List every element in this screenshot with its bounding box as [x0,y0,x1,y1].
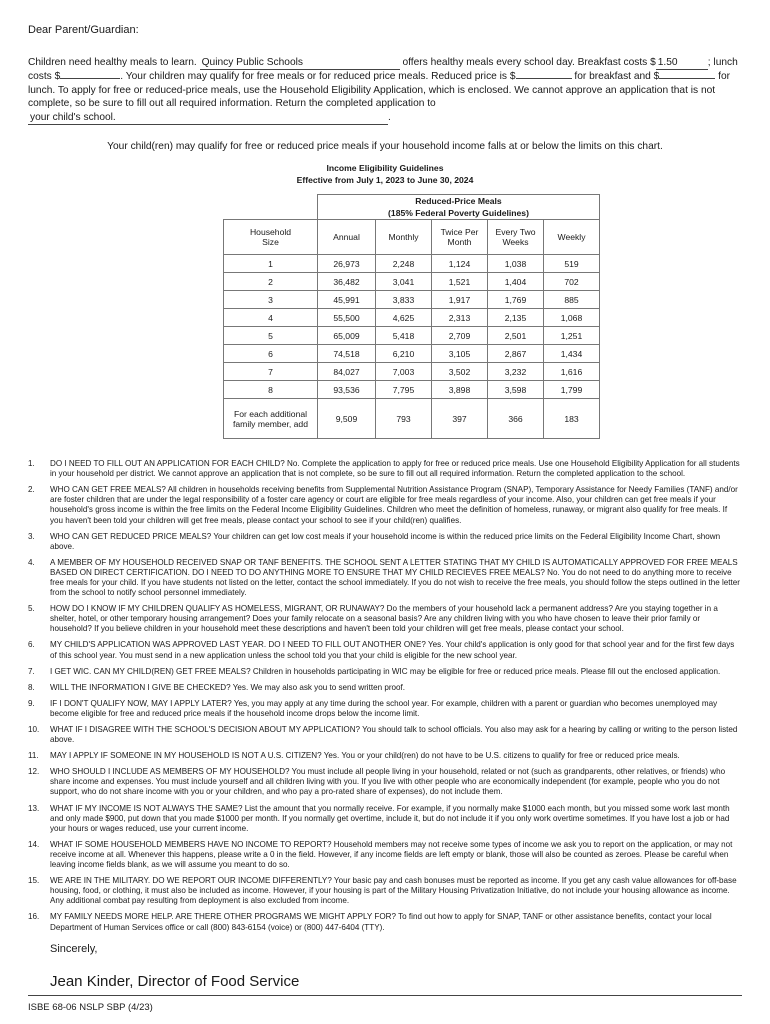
faq-item [28,485,742,525]
income-cell: 7,003 [376,363,432,381]
income-cell: 1,404 [488,273,544,291]
faq-text: WILL THE INFORMATION I GIVE BE CHECKED? Yes. We may also ask you to send written proof. [50,682,406,692]
household-size-cell: 4 [224,309,318,327]
col-header-household: Household Size [224,220,318,255]
table-row [224,381,600,399]
table-row [224,255,600,273]
income-cell: 4,625 [376,309,432,327]
closing: Sincerely, [50,942,98,955]
faq-item [28,604,742,634]
faq-item [28,840,742,870]
faq-number: 6. [28,640,35,650]
footer-form-id: ISBE 68-06 NSLP SBP (4/23) [28,995,742,1013]
intro-text-3: ; lunch costs $ [28,57,738,83]
income-cell: 2,501 [488,327,544,345]
income-cell: 93,536 [318,381,376,399]
faq-item [28,558,742,598]
lunch-cost-field[interactable] [60,78,120,79]
signature: Jean Kinder, Director of Food Service [50,972,300,990]
faq-item [28,751,742,761]
faq-number: 2. [28,485,35,495]
table-subtitle: Effective from July 1, 2023 to June 30, 2024 [296,175,474,186]
faq-number: 11. [28,751,39,761]
income-cell: 5,418 [376,327,432,345]
income-cell: 1,616 [544,363,600,381]
intro-text-5: for breakfast and $ [574,71,660,83]
income-cell: 2,313 [432,309,488,327]
income-cell: 74,518 [318,345,376,363]
faq-item [28,699,742,719]
col-header: Every Two Weeks [488,220,544,255]
faq-text: A MEMBER OF MY HOUSEHOLD RECEIVED SNAP OR TANF BENEFITS. THE SCHOOL SENT A LETTER STATING THAT MY CHILD IS AUTOMATICALLY APPROVED FOR FREE MEALS BASED ON DIRECT CERTIFICATION. DO I NEED TO DO ANYTHING MORE TO ENSURE THAT MY CHILD RECIEVES FREE MEALS? No. You do not need to do anything more to receive free meals for your child. If you have students not listed on the letter, contact the school immediately. If you do not wish to receive the free meals, you should follow the steps outlined in the letter from the school to notify school personnel immediately. [50,557,740,598]
faq-number: 5. [28,604,35,614]
faq-item [28,767,742,797]
income-cell: 1,251 [544,327,600,345]
income-eligibility-table [223,194,600,439]
group-header [318,195,600,220]
chart-note: Your child(ren) may qualify for free or reduced price meals if your household income falls at or below the limits on this chart. [107,141,663,153]
income-cell: 3,232 [488,363,544,381]
faq-item [28,804,742,834]
reduced-breakfast-field[interactable] [516,78,572,79]
table-title-block [28,162,742,186]
income-cell: 3,105 [432,345,488,363]
table-row [224,291,600,309]
faq-text: WHAT IF SOME HOUSEHOLD MEMBERS HAVE NO INCOME TO REPORT? Household members may not receive some types of income we ask you to report on the application, or may not receive income at all. Whenever this happens, please write a 0 in the field. However, if any income fields are left empty or blank, those will also be counted as zeroes. Please be careful when leaving income fields blank, as we will assume you meant to do so. [50,839,733,870]
faq-item [28,725,742,745]
intro-paragraph [28,56,742,125]
table-row [224,273,600,291]
income-cell: 2,248 [376,255,432,273]
faq-text: MY FAMILY NEEDS MORE HELP. ARE THERE OTHER PROGRAMS WE MIGHT APPLY FOR? To find out how to apply for SNAP, TANF or other assistance benefits, contact your local Department of Human Services office or call (800) 843-6154 (voice) or (800) 447-6404 (TTY). [50,912,712,932]
faq-list [28,459,742,933]
income-cell: 366 [488,399,544,439]
income-cell: 1,434 [544,345,600,363]
household-size-cell: 3 [224,291,318,309]
income-cell: 26,973 [318,255,376,273]
faq-item [28,683,742,693]
faq-item [28,532,742,552]
faq-text: DO I NEED TO FILL OUT AN APPLICATION FOR EACH CHILD? No. Complete the application to apply for free or reduced price meals. Use one Household Eligibility Application for all students in your household per district. We cannot approve an application that is not complete, so be sure to fill out all required information. Return the completed application to the school. [50,459,740,479]
faq-number: 4. [28,557,35,567]
faq-number: 15. [28,876,40,886]
faq-text: MAY I APPLY IF SOMEONE IN MY HOUSEHOLD IS NOT A U.S. CITIZEN? Yes. You or your child(ren) do not have to be U.S. citizens to qualify for free or reduced price meals. [50,751,680,761]
faq-number: 9. [28,698,35,708]
faq-number: 14. [28,839,40,849]
income-cell: 885 [544,291,600,309]
table-row [224,327,600,345]
income-cell: 3,041 [376,273,432,291]
income-cell: 793 [376,399,432,439]
breakfast-cost-field[interactable]: 1.50 [656,56,708,70]
faq-number: 1. [28,459,35,469]
faq-item [28,640,742,660]
faq-text: HOW DO I KNOW IF MY CHILDREN QUALIFY AS HOMELESS, MIGRANT, OR RUNAWAY? Do the members of your household lack a permanent address? Are you staying together in a shelter, hotel, or other temporary housing arrangement? Does your family relocate on a seasonal basis? Are any children living with you who have chosen to leave their prior family or household? If you believe children in your household meet these descriptions and haven't been told your children will get free meals, please contact your school. [50,604,718,634]
income-cell: 3,598 [488,381,544,399]
income-cell: 1,068 [544,309,600,327]
faq-text: WHO CAN GET FREE MEALS? All children in households receiving benefits from Supplemental Nutrition Assistance Program (SNAP), Temporary Assistance for Needy Families (TANF) and/or are foster children that are under the legal responsibility of a foster care agency or court are eligible for free meals regardless of your income. Also, your children can get free meals if your household's gross income is within the free limits on the Federal Income Eligibility Guidelines. Children who meet the definition of homeless, runaway, or migrant also qualify for free meals. If you haven't been told your children will get free meals, please contact your school to see if your child(ren) qualifies. [50,485,738,525]
faq-number: 3. [28,531,35,541]
faq-number: 10. [28,725,40,734]
income-cell: 702 [544,273,600,291]
faq-item [28,667,742,677]
intro-text-7: . [388,111,391,123]
table-row [224,309,600,327]
income-cell: 84,027 [318,363,376,381]
faq-number: 13. [28,803,40,813]
faq-text: WHAT IF MY INCOME IS NOT ALWAYS THE SAME? List the amount that you normally receive. For example, if you normally make $1000 each month, but you missed some work last month and only made $900, put down that you made $1000 per month. If you normally get overtime, include it, but do not include it if you only work overtime sometimes. If you have lost a job or had your hours or wages reduced, use your current income. [50,803,730,833]
income-cell: 1,521 [432,273,488,291]
income-cell: 2,135 [488,309,544,327]
faq-text: I GET WIC. CAN MY CHILD(REN) GET FREE MEALS? Children in households participating in WIC may be eligible for free or reduced price meals. Please fill out the enclosed application. [50,666,721,676]
income-cell: 3,833 [376,291,432,309]
return-to-field[interactable]: your child's school. [28,111,388,125]
household-size-cell: 7 [224,363,318,381]
income-cell: 397 [432,399,488,439]
col-header: Annual [318,220,376,255]
income-cell: 9,509 [318,399,376,439]
table-row [224,345,600,363]
income-cell: 36,482 [318,273,376,291]
faq-item [28,459,742,479]
income-cell: 1,038 [488,255,544,273]
intro-text-2: offers healthy meals every school day. Breakfast costs $ [402,57,656,68]
income-cell: 1,769 [488,291,544,309]
income-cell: 55,500 [318,309,376,327]
reduced-lunch-field[interactable] [659,78,715,79]
faq-number: 16. [28,912,40,922]
income-cell: 1,917 [432,291,488,309]
table-corner [224,195,318,220]
income-cell: 3,502 [432,363,488,381]
table-title: Income Eligibility Guidelines [326,163,444,174]
income-cell: 7,795 [376,381,432,399]
faq-text: MY CHILD'S APPLICATION WAS APPROVED LAST YEAR. DO I NEED TO FILL OUT ANOTHER ONE? Yes. Your child's application is only good for that school year and for the first few days of this school year. You must send in a new application unless the school told you that your child is eligible for the new school year. [50,640,735,660]
col-header: Monthly [376,220,432,255]
household-size-cell: 8 [224,381,318,399]
income-cell: 3,898 [432,381,488,399]
faq-text: IF I DON'T QUALIFY NOW, MAY I APPLY LATER? Yes, you may apply at any time during the school year. For example, children with a parent or guardian who becomes unemployed may become eligible for free and reduced price meals if the household income drops below the income limit. [50,698,718,718]
household-size-cell: 5 [224,327,318,345]
table-row [224,399,600,439]
faq-item [28,876,742,906]
faq-number: 12. [28,767,40,777]
group-header-text: Reduced-Price Meals [415,196,502,207]
household-size-cell: 1 [224,255,318,273]
income-cell: 2,867 [488,345,544,363]
intro-text-1: Children need healthy meals to learn. [28,57,197,68]
district-field[interactable]: Quincy Public Schools [200,56,400,70]
faq-text: WHAT IF I DISAGREE WITH THE SCHOOL'S DECISION ABOUT MY APPLICATION? You should talk to school officials. You also may ask for a hearing by calling or writing to the person listed above. [50,725,738,745]
table-row [224,363,600,381]
income-cell: 6,210 [376,345,432,363]
faq-item [28,912,742,932]
group-subheader-text: (185% Federal Poverty Guidelines) [388,208,529,219]
income-cell: 519 [544,255,600,273]
income-cell: 1,799 [544,381,600,399]
income-cell: 183 [544,399,600,439]
household-size-cell: 6 [224,345,318,363]
income-cell: 65,009 [318,327,376,345]
faq-text: WHO CAN GET REDUCED PRICE MEALS? Your children can get low cost meals if your household income is within the reduced price limits on the Federal Eligibility Income Chart, shown above. [50,531,721,551]
income-cell: 45,991 [318,291,376,309]
faq-number: 8. [28,682,35,692]
faq-text: WHO SHOULD I INCLUDE AS MEMBERS OF MY HOUSEHOLD? You must include all people living in your household, related or not (such as grandparents, other relatives, or friends) who share income and expenses. You must include yourself and all children living with you. If you live with other people who are economically independent (for example, people who you do not support, who do not share income with you or your children, and who pay a pro-rated share of expenses), do not include them. [50,767,726,797]
income-cell: 2,709 [432,327,488,345]
col-header: Weekly [544,220,600,255]
intro-text-4: . Your children may qualify for free meals or for reduced price meals. Reduced price is $ [120,71,516,83]
faq-text: WE ARE IN THE MILITARY. DO WE REPORT OUR INCOME DIFFERENTLY? Your basic pay and cash bonuses must be reported as income. If you get any cash value allowances for off-base housing, food, or clothing, it must also be included as income. However, if your housing is part of the Military Housing Privatization Initiative, do not include your housing allowance as income. Any additional combat pay resulting from deployment is also excluded from income. [50,876,737,906]
col-header: Twice Per Month [432,220,488,255]
greeting: Dear Parent/Guardian: [28,24,139,36]
household-size-cell: For each additional family member, add [224,399,318,439]
household-size-cell: 2 [224,273,318,291]
income-cell: 1,124 [432,255,488,273]
faq-number: 7. [28,666,35,676]
intro-text-6: for lunch. To apply for free or reduced-price meals, use the Household Eligibility Application, which is enclosed. We cannot approve an application that is not complete, so be sure to fill out all required information. Return the completed application to [28,71,731,110]
